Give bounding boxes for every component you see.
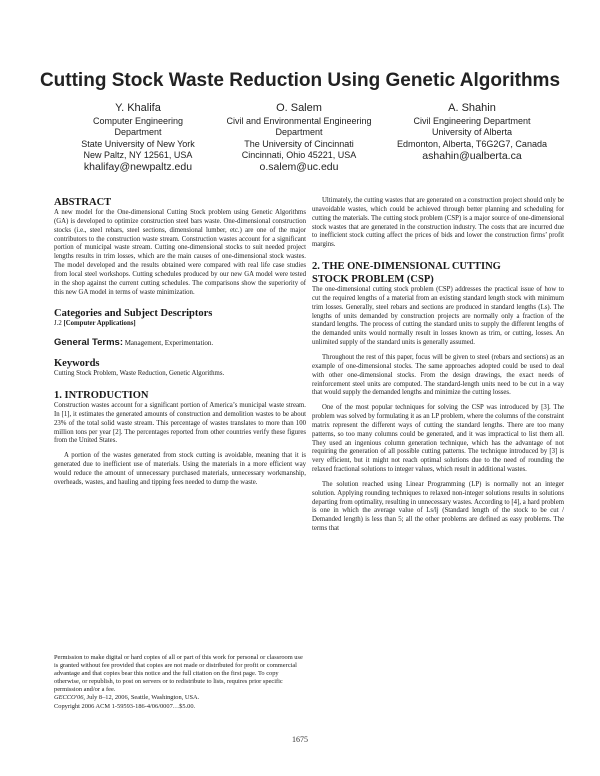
left-column <box>54 196 306 488</box>
categories-descriptor: [Computer Applications] <box>63 320 136 328</box>
author-email: khalifay@newpaltz.edu <box>83 161 193 174</box>
body-paragraph: The solution reached using Linear Programming (LP) is normally not an integer solution. Applying rounding techniques to relaxed non-integer solutions results in solutions departing from optimality, resulting in unnecessary wastes. According to [4], a hard problem is one in which the average value of Ls/lj (Standard length of the stock to be cut / Demanded length) is less than 5; all the other problems are defined as easy problems. The terms that <box>312 480 564 533</box>
categories-heading: Categories and Subject Descriptors <box>54 308 213 320</box>
author-affiliation-line: Edmonton, Alberta, T6G2G7, Canada <box>397 138 547 149</box>
copyright-line: Copyright 2006 ACM 1-59593-186-4/06/0007…$5.00. <box>54 702 196 710</box>
author-email: o.salem@uc.edu <box>259 161 339 174</box>
author-affiliation-line: Civil Engineering Department <box>413 116 531 126</box>
keywords-heading: Keywords <box>54 358 100 370</box>
author-name: A. Shahin <box>448 102 496 114</box>
author-block-3 <box>382 101 562 163</box>
right-column <box>312 197 564 534</box>
author-affiliation-line: University of Alberta <box>431 127 513 138</box>
author-affiliation-line: Civil and Environmental Engineering <box>226 116 372 126</box>
conference-details: July 8–12, 2006, Seattle, Washington, USA. <box>86 694 200 702</box>
categories-text <box>54 320 306 329</box>
author-affiliation-line: Department <box>275 127 323 138</box>
body-paragraph: One of the most popular techniques for solving the CSP was introduced by [3]. The problem was solved by formulating it as an LP problem, where the columns of the constraint matrix represent the different ways of cutting the standard lengths. There are too many patterns, so too many columns could be generated, and it was impractical to list them all. They used an ingenious column generation technique, which has the advantage of not requiring the generation of all possible cutting patterns. The technique introduced by [3] is very efficient, but it might not reach optimal solutions due to the need of rounding the relaxed fractional solutions to integer values, which result in additional wastes. <box>312 404 564 474</box>
paper-title: Cutting Stock Waste Reduction Using Genetic Algorithms <box>39 70 561 91</box>
permission-text: Permission to make digital or hard copies of all or part of this work for personal or classroom use is granted without fee provided that copies are not made or distributed for profit or commercial advantage and that copies bear this notice and the full citation on the first page. To copy otherwise, or republish, to post on servers or to redistribute to lists, requires prior specific permission and/or a fee. <box>54 654 303 694</box>
page-number: 1675 <box>292 735 308 744</box>
author-affiliation-line: The University of Cincinnati <box>244 138 354 149</box>
abstract-heading: ABSTRACT <box>54 197 112 208</box>
general-terms-heading: General Terms: <box>54 337 123 349</box>
introduction-paragraph: A portion of the wastes generated from stock cutting is avoidable, meaning that it is generated due to inefficient use of materials. Using the materials in a more efficient way would reduce the amount of unnecessary purchased materials, unnecessary workmanship, overheads, wastes, and hauling and tipping fees needed to dump the waste. <box>54 452 306 486</box>
section-2-heading-line: STOCK PROBLEM (CSP) <box>312 274 434 286</box>
introduction-heading: 1. INTRODUCTION <box>54 389 149 401</box>
author-email: ashahin@ualberta.ca <box>422 149 522 162</box>
categories-code: J.2 <box>54 320 62 328</box>
author-block-1 <box>72 101 204 174</box>
author-affiliation-line: Cincinnati, Ohio 45221, USA <box>241 149 357 160</box>
introduction-paragraph: Construction wastes account for a significant portion of America’s municipal waste stream. In [1], it estimates the generated amounts of construction and demolition wastes to be about 23% of the total solid waste stream. This percentage of wastes translates to more than 100 million tons per year [2]. The percentages reported from other countries verify these figures from the United States. <box>54 401 306 445</box>
author-block-2 <box>222 101 376 174</box>
author-affiliation-line: State University of New York <box>81 138 195 149</box>
author-name: Y. Khalifa <box>115 102 161 114</box>
section-2-heading-line: 2. THE ONE-DIMENSIONAL CUTTING <box>312 261 501 273</box>
general-terms-text: Management, Experimentation. <box>124 339 214 348</box>
section-2-heading <box>312 260 564 286</box>
conference-name: GECCO'06, <box>54 694 86 702</box>
general-terms <box>54 339 306 349</box>
author-affiliation-line: New Paltz, NY 12561, USA <box>83 149 193 160</box>
body-paragraph: Ultimately, the cutting wastes that are generated on a construction project should only be unavoidable wastes, which could be achieved through better planning and scheduling for cutting the materials. The cutting stock problem (CSP) is a major source of one-dimensional stock wastes that are generated in the construction industry. The costs that are incurred due to inefficient stock cutting affect the prices of bids and lower the construction firms’ profit margins. <box>312 197 564 249</box>
abstract-text: A new model for the One-dimensional Cutting Stock problem using Genetic Algorithms (GA) is developed to optimize construction steel bars waste. One-dimensional construction stocks (i.e., steel rebars, steel sections, dimensional lumber, etc.) are one of the major contributors to the construction waste stream. Construction wastes account for a significant portion of municipal waste stream. Cutting one-dimensional stocks to suit needed project lengths results in trim losses, which are the main causes of one-dimensional stock wastes. The model developed and the results obtained were compared with real life case studies from local steel workshops. Cutting schedules produced by our new GA model were tested in the shop against the current cutting schedules. The comparisons show the superiority of this new GA model in terms of waste minimization. <box>54 209 306 296</box>
body-paragraph: Throughout the rest of this paper, focus will be given to steel (rebars and sections) as an example of one-dimensional stocks. The same approaches adopted could be used to deal with other one-dimensional stocks. From the design drawings, the exact needs of reinforcement steel units are computed. The standard-length units need to be cut in a way that would supply the demanded lengths and minimize the cutting losses. <box>312 353 564 397</box>
permission-notice <box>54 654 306 711</box>
body-paragraph: The one-dimensional cutting stock problem (CSP) addresses the practical issue of how to cut the required lengths of a material from an existing standard length stock with minimum trim losses. Generally, steel rebars and sections are produced in standard lengths (Ls). The lengths of units demanded by construction projects are normally only a fraction of the standard lengths. The process of cutting the standard units to supply the different lengths of the demanded units would normally result in losses known as trim, or cutting, losses. An unlimited supply of the standard units is generally assumed. <box>312 286 564 347</box>
author-affiliation-line: Computer Engineering Department <box>92 116 184 138</box>
keywords-text: Cutting Stock Problem, Waste Reduction, Genetic Algorithms. <box>54 370 225 378</box>
author-name: O. Salem <box>276 102 322 114</box>
